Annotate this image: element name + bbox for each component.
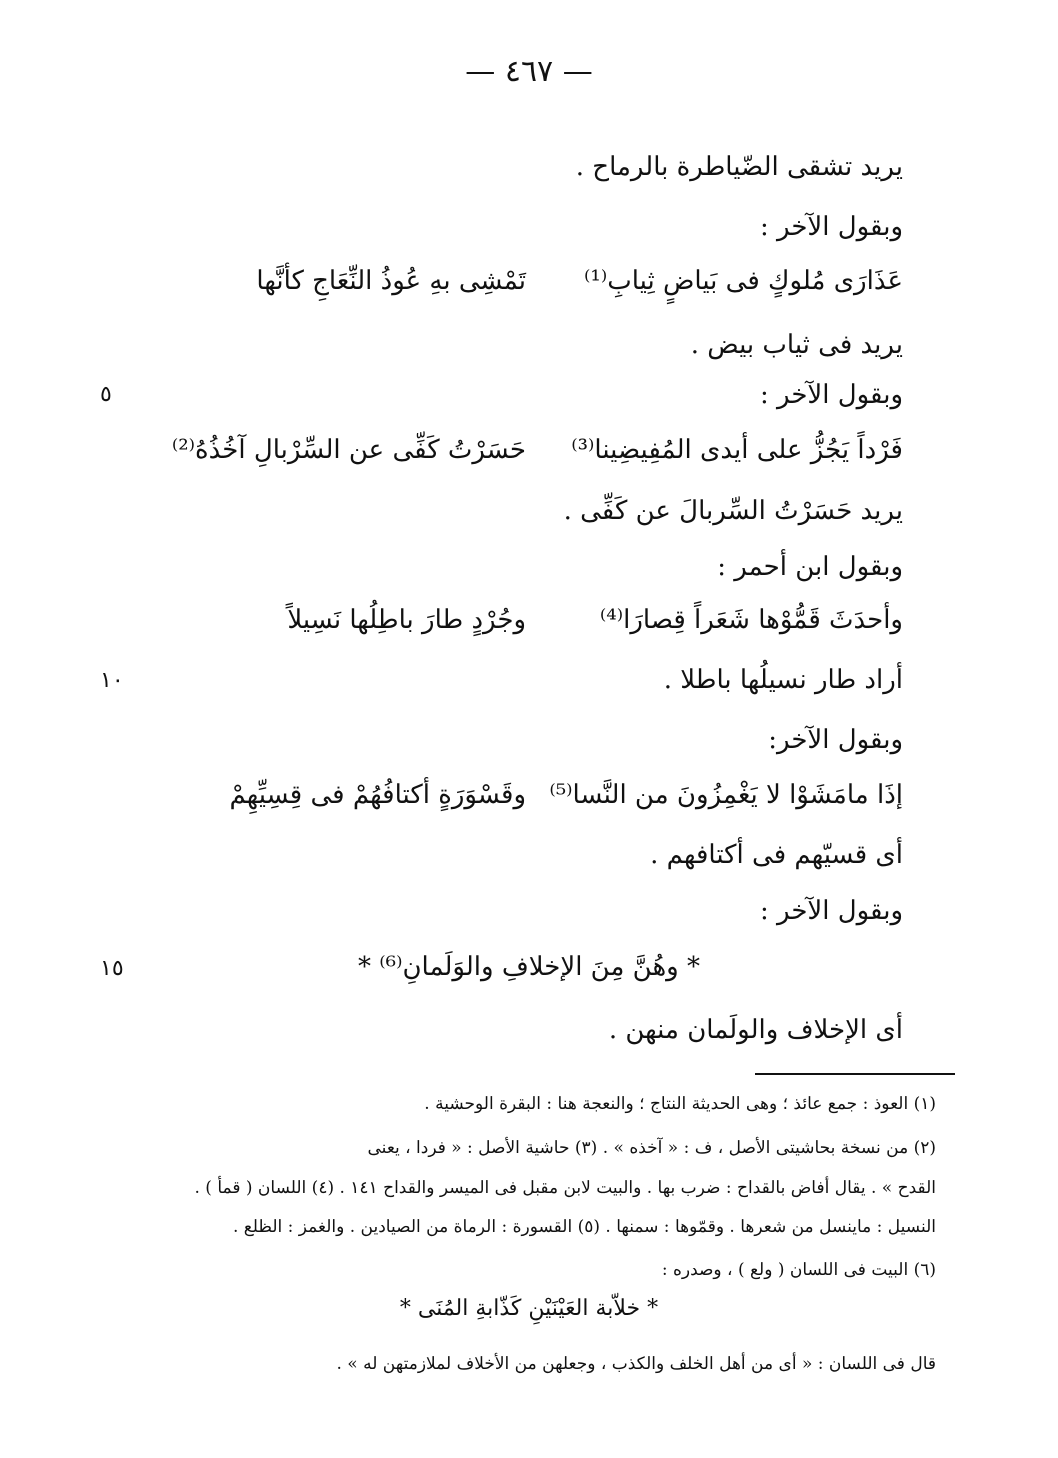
- verse-centered: * وهُنَّ مِنَ الإخلافِ والوَلَمانِ⁽⁶⁾ *: [357, 952, 700, 982]
- footnote: قال فى اللسان : « أى من أهل الخلف والكذب ، وجعلهن من الأخلاف لملازمتهن له » .: [336, 1354, 936, 1374]
- text-line: وبقول الآخر :: [759, 212, 903, 242]
- verse-first-hemistich: حَسَرْتُ كَفِّى عن السِّرْبالِ آخُذُهُ⁽²⁾: [171, 435, 526, 465]
- footnote: (١) العوذ : جمع عائذ ؛ وهى الحديثة النتاج ؛ والنعجة هنا : البقرة الوحشية .: [424, 1094, 936, 1114]
- verse-first-hemistich: تَمْشِى بهِ عُوذُ النِّعَاجِ كأنَّها: [256, 266, 526, 296]
- verse-second-hemistich: عَذَارَى مُلوكٍ فى بَياضٍ ثِيابِ⁽¹⁾: [584, 266, 903, 296]
- text-line: أراد طار نسيلُها باطلا .: [663, 665, 903, 695]
- text-line: وبقول الآخر :: [759, 896, 903, 926]
- verse-second-hemistich: وأحدَثَ قَمُّوْها شَعَراً قِصارَا⁽⁴⁾: [599, 605, 903, 635]
- text-line: وبقول الآخر :: [759, 380, 903, 410]
- text-line: أى الإخلاف والولَمان منهن .: [608, 1015, 903, 1045]
- text-line: وبقول ابن أحمر :: [717, 552, 903, 582]
- footnote-verse: * خلاّبة العَيْنَيْنِ كَذّابةِ المُنَى *: [399, 1296, 659, 1321]
- line-number: ٥: [100, 382, 112, 407]
- footnote: (٢) من نسخة بحاشيتى الأصل ، ف : « آخذه » . (٣) حاشية الأصل : « فردا ، يعنى: [367, 1138, 936, 1158]
- line-number: ١٠: [100, 668, 124, 693]
- footnote: القدح » . يقال أفاض بالقداح : ضرب بها . والبيت لابن مقبل فى الميسر والقداح ١٤١ . (٤) اللسان ( قمأ ) .: [194, 1178, 936, 1198]
- verse-first-hemistich: وقَسْوَرَةٍ أكتافُهُمْ فى قِسِيِّهِمْ: [229, 780, 526, 810]
- verse-second-hemistich: فَرْداً يَجُزُّ على أيدى المُفِيضِينا⁽³⁾: [571, 435, 903, 465]
- text-line: يريد تشقى الضّياطرة بالرماح .: [575, 152, 903, 182]
- verse-second-hemistich: إذَا مامَشَوْا لا يَغْمِزُونَ من النَّسا⁽⁵⁾: [549, 780, 903, 810]
- verse-first-hemistich: وجُرْدٍ طارَ باطِلُها نَسِيلاً: [287, 605, 526, 635]
- text-line: وبقول الآخر:: [768, 725, 903, 755]
- footnote-separator: [755, 1073, 955, 1075]
- footnote: النسيل : ماينسل من شعرها . وقمّوها : سمنها . (٥) القسورة : الرماة من الصيادين . والغمز : الظلع .: [232, 1217, 936, 1237]
- text-line: يريد حَسَرْتُ السِّربالَ عن كَفِّى .: [563, 496, 903, 526]
- text-line: يريد فى ثياب بيض .: [690, 330, 903, 360]
- text-line: أى قسيّهم فى أكتافهم .: [650, 840, 903, 870]
- footnote: (٦) البيت فى اللسان ( ولع ) ، وصدره :: [661, 1260, 936, 1280]
- line-number: ١٥: [100, 956, 124, 981]
- page-number: — ٤٦٧ —: [465, 54, 593, 89]
